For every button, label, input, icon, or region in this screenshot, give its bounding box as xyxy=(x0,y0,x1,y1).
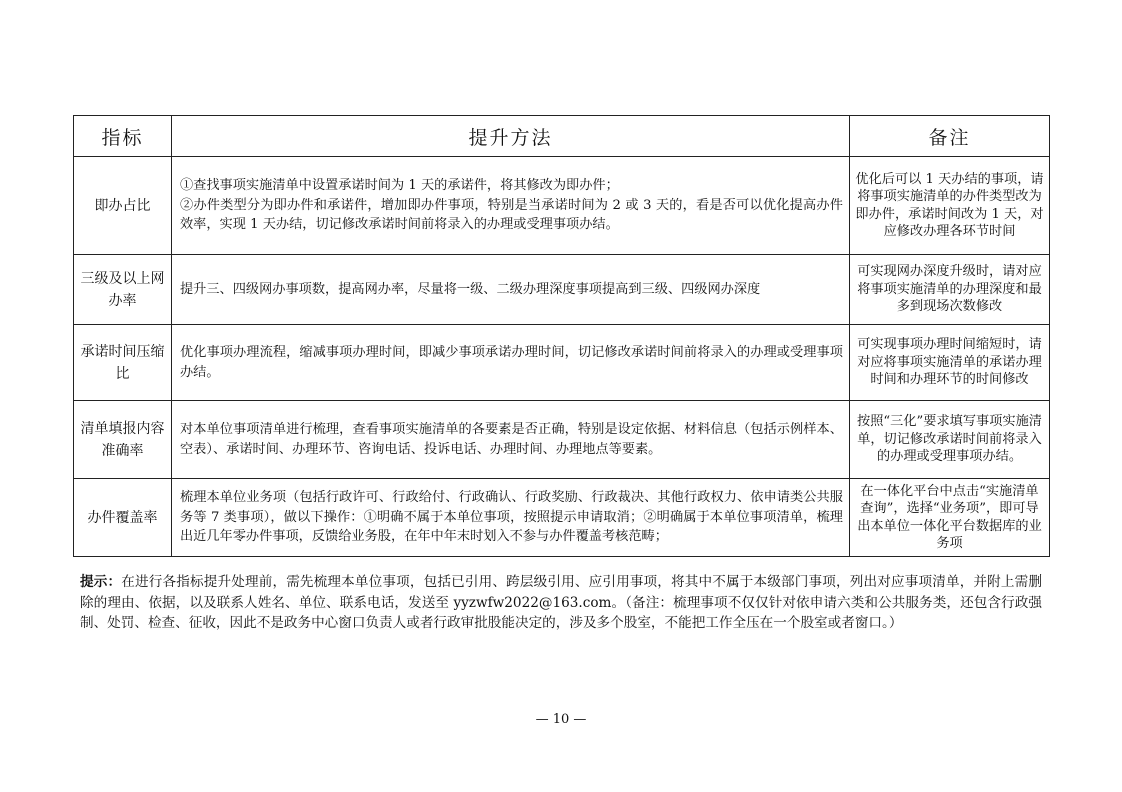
table-row xyxy=(74,255,1050,325)
table-row xyxy=(74,157,1050,255)
row-indicator: 即办占比 xyxy=(74,157,172,255)
row-note: 在一体化平台中点击“实施清单查询”，选择“业务项”，即可导出本单位一体化平台数据库的业务项 xyxy=(850,479,1050,557)
method-line: 优化事项办理流程，缩减事项办理时间，即减少事项承诺办理时间，切记修改承诺时间前将录入的办理或受理事项办结。 xyxy=(180,345,843,380)
table-row xyxy=(74,401,1050,479)
header-note: 备注 xyxy=(850,116,1050,157)
row-note: 可实现事项办理时间缩短时，请对应将事项实施清单的承诺办理时间和办理环节的时间修改 xyxy=(850,325,1050,401)
row-method xyxy=(172,157,850,255)
table-header-row xyxy=(74,116,1050,157)
indicator-table xyxy=(73,115,1050,557)
row-indicator: 三级及以上网办率 xyxy=(74,255,172,325)
row-note: 按照“三化”要求填写事项实施清单，切记修改承诺时间前将录入的办理或受理事项办结。 xyxy=(850,401,1050,479)
row-method xyxy=(172,325,850,401)
row-indicator: 办件覆盖率 xyxy=(74,479,172,557)
row-indicator: 承诺时间压缩比 xyxy=(74,325,172,401)
method-line: 提升三、四级网办事项数，提高网办率，尽量将一级、二级办理深度事项提高到三级、四级网办深度 xyxy=(180,281,761,297)
row-method xyxy=(172,401,850,479)
method-line: ①查找事项实施清单中设置承诺时间为 1 天的承诺件，将其修改为即办件； xyxy=(180,178,619,194)
tip-text: 在进行各指标提升处理前，需先梳理本单位事项，包括已引用、跨层级引用、应引用事项，将其中不属于本级部门事项，列出对应事项清单，并附上需删除的理由、依据，以及联系人姓名、单位、联系电话，发送至 yyzwfw2022@163.com。（备注：梳理事项不仅仅针对依申请六类和公共服务类，还包含行政强制、处罚、检查、征收，因此不是政务中心窗口负责人或者行政审批股能决定的，涉及多个股室，不能把工作全压在一个股室或者窗口。） xyxy=(80,574,1043,631)
method-line: 对本单位事项清单进行梳理，查看事项实施清单的各要素是否正确，特别是设定依据、材料信息（包括示例样本、空表）、承诺时间、办理环节、咨询电话、投诉电话、办理时间、办理地点等要素。 xyxy=(180,422,843,457)
header-method: 提升方法 xyxy=(172,116,850,157)
row-method xyxy=(172,479,850,557)
row-method xyxy=(172,255,850,325)
row-note: 可实现网办深度升级时，请对应将事项实施清单的办理深度和最多到现场次数修改 xyxy=(850,255,1050,325)
page-number: — 10 — xyxy=(535,712,587,727)
row-note: 优化后可以 1 天办结的事项，请将事项实施清单的办件类型改为即办件，承诺时间改为 1 天，对应修改办理各环节时间 xyxy=(850,157,1050,255)
row-indicator: 清单填报内容准确率 xyxy=(74,401,172,479)
tip-label: 提示： xyxy=(80,574,122,590)
method-line: ②办件类型分为即办件和承诺件，增加即办件事项，特别是当承诺时间为 2 或 3 天的，看是否可以优化提高办件效率，实现 1 天办结，切记修改承诺时间前将录入的办理或受理事项办结。 xyxy=(180,197,843,233)
table-row xyxy=(74,325,1050,401)
table-row xyxy=(74,479,1050,557)
header-indicator: 指标 xyxy=(74,116,172,157)
tip-paragraph xyxy=(80,572,1042,634)
method-line: 梳理本单位业务项（包括行政许可、行政给付、行政确认、行政奖励、行政裁决、其他行政权力、依申请类公共服务等 7 类事项），做以下操作：①明确不属于本单位事项，按照提示申请取消；②明确属于本单位事项清单，梳理出近几年零办件事项，反馈给业务股，在年中年末时划入不参与办件覆盖考核范畴； xyxy=(180,490,843,545)
